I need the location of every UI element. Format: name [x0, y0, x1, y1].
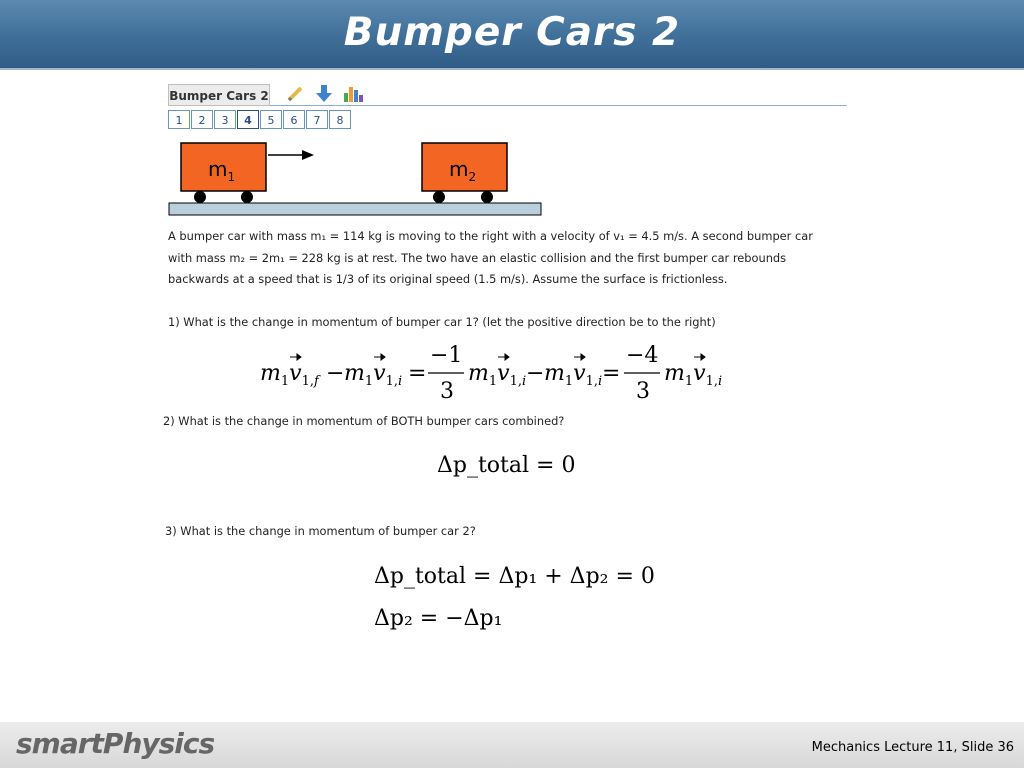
svg-text:=: =	[602, 361, 621, 386]
svg-text:−1: −1	[430, 343, 463, 368]
svg-text:m2: $m_2$	[449, 157, 477, 184]
svg-text:=: =	[408, 361, 427, 386]
svg-text:m1v1,i: $m_1v_{1,}i$	[664, 361, 723, 389]
svg-text:−: −	[326, 361, 345, 386]
page-button[interactable]: 1	[168, 110, 190, 129]
svg-text:m1v1,f: $m_1v_{1,}f$	[260, 361, 319, 389]
tab-bumper-cars-2[interactable]: Bumper Cars 2	[168, 84, 270, 106]
question-3: 3) What is the change in momentum of bumper car 2?	[165, 524, 476, 538]
svg-text:−: −	[526, 361, 545, 386]
equation-3-line-2: Δp₂ = −Δp₁	[374, 606, 503, 631]
equation-1	[260, 340, 730, 412]
bumper-car-2	[422, 143, 507, 203]
page-button[interactable]: 7	[306, 110, 328, 129]
page-button[interactable]: 6	[283, 110, 305, 129]
download-arrow-icon[interactable]	[316, 85, 332, 102]
page-selector	[168, 110, 352, 129]
ground-surface	[169, 203, 541, 215]
page-button[interactable]: 5	[260, 110, 282, 129]
problem-statement: A bumper car with mass m₁ = 114 kg is moving to the right with a velocity of v₁ = 4.5 m/s. A second bumper car with mass m₂ = 2m₁ = 228 kg is at rest. The two have an elastic collision and the first bumper car rebounds backwards at a speed that is 1/3 of its original speed (1.5 m/s). Assume the surface is frictionless.	[168, 229, 813, 286]
page-button-current[interactable]: 4	[237, 110, 259, 129]
page-button[interactable]: 8	[329, 110, 351, 129]
toolbar-icons	[286, 83, 366, 109]
question-2: 2) What is the change in momentum of BOTH bumper cars combined?	[163, 414, 565, 428]
svg-text:m1v1,i: $m_1v_{1,}i$	[468, 361, 527, 389]
svg-text:3: 3	[440, 379, 454, 404]
svg-text:m1v1,i: $m_1v_{1,}i$	[544, 361, 603, 389]
velocity-arrow	[268, 150, 314, 160]
bumper-car-diagram	[165, 135, 545, 223]
bumper-car-1	[181, 143, 266, 203]
svg-text:m1: $m_1$	[208, 157, 236, 184]
svg-text:m1v1,i: $m_1v_{1,}i$	[344, 361, 403, 389]
pencil-icon[interactable]	[289, 88, 301, 100]
bar-chart-icon[interactable]	[344, 87, 363, 102]
question-1: 1) What is the change in momentum of bumper car 1? (let the positive direction be to the right)	[168, 315, 716, 329]
page-button[interactable]: 3	[214, 110, 236, 129]
slide-info: Mechanics Lecture 11, Slide 36	[811, 740, 1014, 755]
page-button[interactable]: 2	[191, 110, 213, 129]
equation-2: Δp_total = 0	[437, 453, 576, 478]
svg-text:3: 3	[636, 379, 650, 404]
smartphysics-logo: smartPhysics	[16, 727, 215, 760]
slide-title: Bumper Cars 2	[343, 10, 681, 55]
svg-text:−4: −4	[626, 343, 659, 368]
equation-3-line-1: Δp_total = Δp₁ + Δp₂ = 0	[374, 564, 655, 589]
